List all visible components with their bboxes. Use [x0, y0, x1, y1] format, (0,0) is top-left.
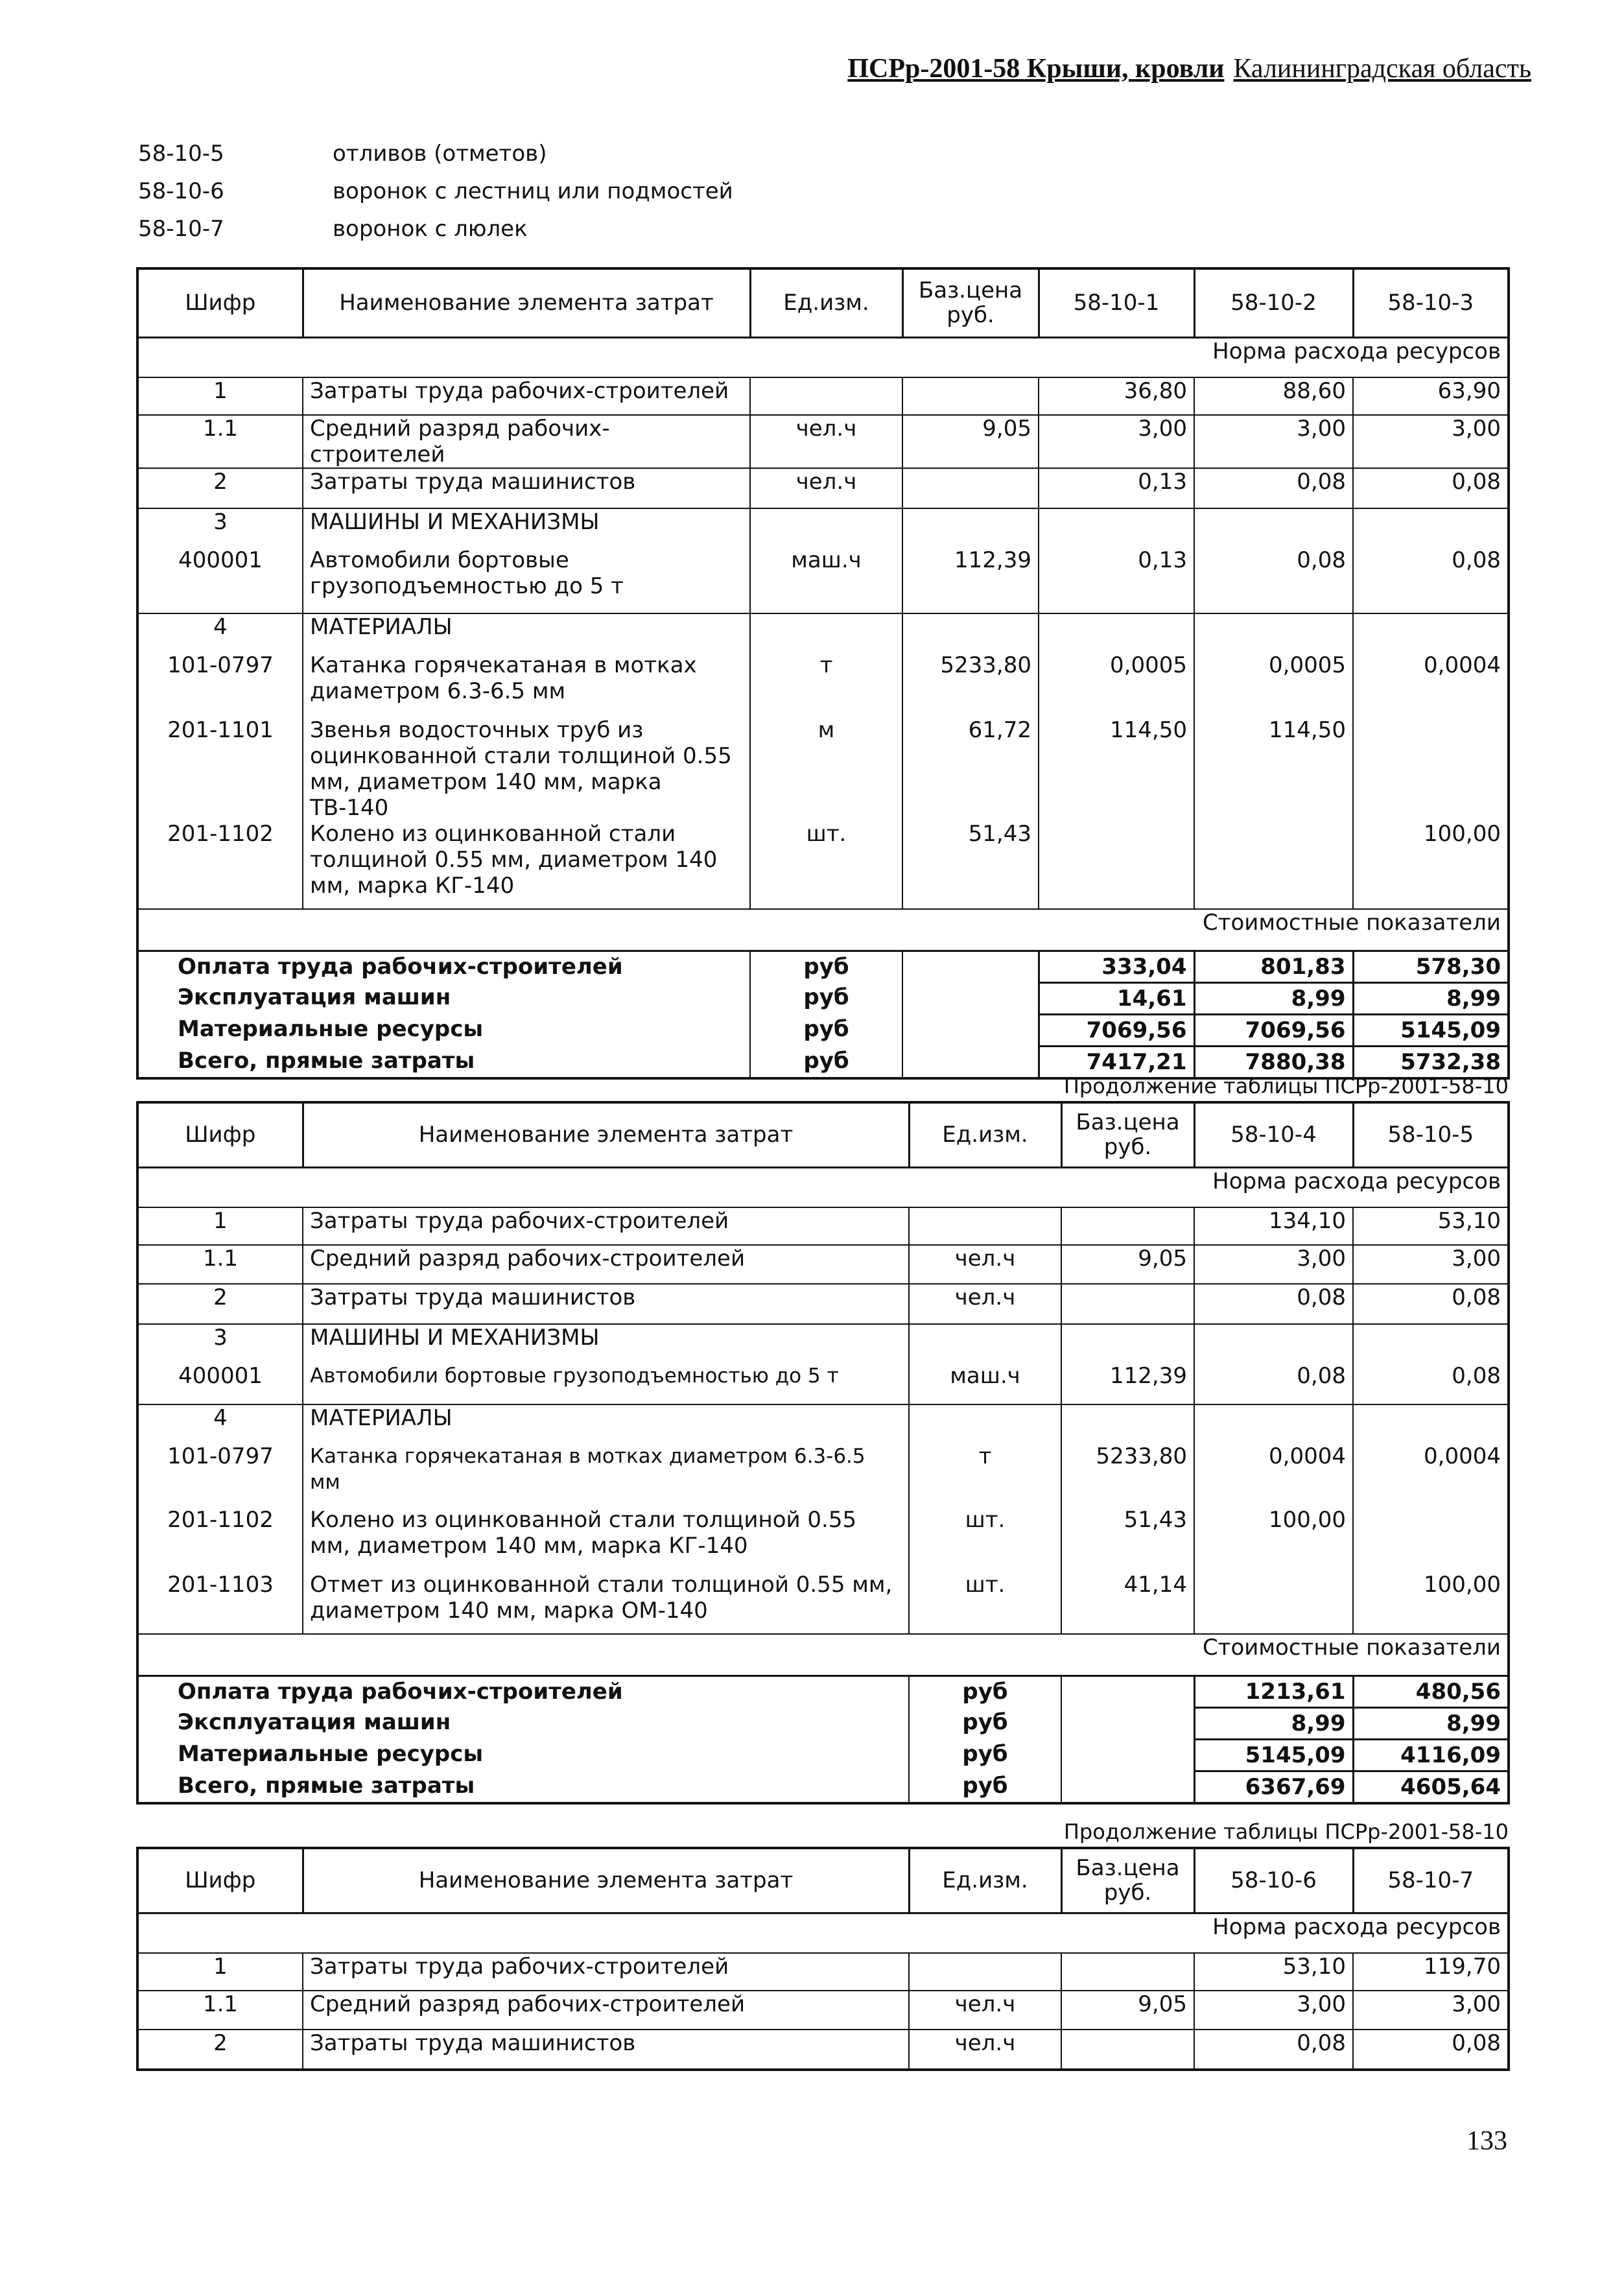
resource-table-1 [136, 267, 1510, 1080]
row-code: 101-0797 [137, 652, 303, 717]
cost-row [137, 1675, 1509, 1707]
col-header-code: 58-10-4 [1194, 1102, 1353, 1167]
row-value: 0,08 [1353, 468, 1509, 508]
norm-label: Норма расхода ресурсов [137, 337, 1509, 377]
row-price: 5233,80 [1061, 1443, 1194, 1507]
row-value: 0,13 [1039, 547, 1194, 613]
col-header-name: Наименование элемента затрат [303, 268, 750, 337]
intro-code: 58-10-5 [138, 141, 224, 167]
row-value: 53,10 [1194, 1953, 1353, 1991]
row-value: 0,0005 [1039, 652, 1194, 717]
row-unit: чел.ч [750, 468, 902, 508]
row-value: 0,08 [1194, 547, 1353, 613]
row-code: 400001 [137, 547, 303, 613]
row-value: 0,08 [1194, 468, 1353, 508]
cost-value: 7417,21 [1039, 1046, 1194, 1078]
row-name: Затраты труда рабочих-строителей [303, 1207, 909, 1245]
section-row [137, 1324, 1509, 1363]
row-code: 4 [137, 1404, 303, 1443]
row-code: 2 [137, 2030, 303, 2070]
table-row [137, 1245, 1509, 1284]
cost-unit: руб [750, 1046, 902, 1078]
cost-value: 8,99 [1353, 982, 1509, 1014]
cost-value: 14,61 [1039, 982, 1194, 1014]
row-name: Звенья водосточных труб из оцинкованной стали толщиной 0.55 мм, диаметром 140 мм, марка ТВ-140 [303, 717, 750, 821]
row-price: 112,39 [902, 547, 1039, 613]
cost-row [137, 1771, 1509, 1803]
row-name: Колено из оцинкованной стали толщиной 0.55 мм, диаметром 140 мм, марка КГ-140 [303, 1507, 909, 1572]
row-unit: маш.ч [909, 1363, 1061, 1404]
row-unit: чел.ч [909, 1991, 1061, 2030]
row-value: 0,0005 [1194, 652, 1353, 717]
cost-unit: руб [750, 951, 902, 982]
table-row [137, 415, 1509, 468]
col-header-code: 58-10-7 [1353, 1848, 1509, 1913]
col-header-unit: Ед.изм. [909, 1848, 1061, 1913]
cost-row-label: Оплата труда рабочих-строителей [137, 1675, 909, 1707]
cost-value: 1213,61 [1194, 1675, 1353, 1707]
row-value: 0,0004 [1353, 652, 1509, 717]
table-row [137, 468, 1509, 508]
norm-label: Норма расхода ресурсов [137, 1167, 1509, 1207]
row-value: 3,00 [1039, 415, 1194, 468]
col-header-name: Наименование элемента затрат [303, 1102, 909, 1167]
table-row [137, 1207, 1509, 1245]
row-name: Затраты труда машинистов [303, 2030, 909, 2070]
row-code: 1 [137, 1207, 303, 1245]
row-value: 119,70 [1353, 1953, 1509, 1991]
section-title: МАШИНЫ И МЕХАНИЗМЫ [303, 508, 750, 547]
table-row [137, 1572, 1509, 1634]
row-name: Затраты труда машинистов [303, 468, 750, 508]
intro-item [138, 172, 733, 210]
intro-text: отливов (отметов) [333, 141, 547, 167]
table-row [137, 1953, 1509, 1991]
row-value: 0,08 [1353, 547, 1509, 613]
row-value: 0,0004 [1353, 1443, 1509, 1507]
row-price: 112,39 [1061, 1363, 1194, 1404]
cost-unit: руб [750, 1014, 902, 1046]
cost-unit: руб [909, 1707, 1061, 1739]
row-price: 41,14 [1061, 1572, 1194, 1634]
cost-row-label: Эксплуатация машин [137, 1707, 909, 1739]
cost-value: 480,56 [1353, 1675, 1509, 1707]
col-header-cipher: Шифр [137, 268, 303, 337]
row-name: Средний разряд рабочих-строителей [303, 1991, 909, 2030]
col-header-code: 58-10-6 [1194, 1848, 1353, 1913]
table-row [137, 652, 1509, 717]
table-row [137, 821, 1509, 909]
row-value: 0,08 [1353, 1363, 1509, 1404]
row-code: 1.1 [137, 415, 303, 468]
row-value: 134,10 [1194, 1207, 1353, 1245]
table-row [137, 377, 1509, 415]
row-value: 0,13 [1039, 468, 1194, 508]
intro-code: 58-10-7 [138, 216, 224, 242]
table-row [137, 547, 1509, 613]
row-price: 9,05 [1061, 1991, 1194, 2030]
col-header-price: Баз.цена руб. [1061, 1102, 1194, 1167]
row-code: 4 [137, 613, 303, 652]
resource-table-2 [136, 1101, 1510, 1805]
row-code: 201-1102 [137, 821, 303, 909]
region-name: Калининградская область [1233, 54, 1531, 84]
col-header-code: 58-10-2 [1194, 268, 1353, 337]
table-row [137, 1507, 1509, 1572]
row-code: 201-1101 [137, 717, 303, 821]
section-title: МАТЕРИАЛЫ [303, 613, 750, 652]
table-row [137, 2030, 1509, 2070]
section-title: МАШИНЫ И МЕХАНИЗМЫ [303, 1324, 909, 1363]
row-price: 9,05 [1061, 1245, 1194, 1284]
cost-row [137, 1739, 1509, 1771]
row-price [902, 468, 1039, 508]
cost-value: 8,99 [1353, 1707, 1509, 1739]
intro-item [138, 210, 733, 248]
table-row [137, 1363, 1509, 1404]
row-code: 3 [137, 508, 303, 547]
cost-value: 8,99 [1194, 982, 1353, 1014]
row-value [1039, 821, 1194, 909]
cost-value: 801,83 [1194, 951, 1353, 982]
row-price [1061, 1207, 1194, 1245]
row-unit [909, 1953, 1061, 1991]
row-value: 0,08 [1194, 2030, 1353, 2070]
cost-unit: руб [909, 1771, 1061, 1803]
row-value: 100,00 [1353, 821, 1509, 909]
col-header-cipher: Шифр [137, 1848, 303, 1913]
row-code: 201-1102 [137, 1507, 303, 1572]
row-code: 1.1 [137, 1245, 303, 1284]
row-value: 36,80 [1039, 377, 1194, 415]
col-header-price: Баз.цена руб. [1061, 1848, 1194, 1913]
table-row [137, 1443, 1509, 1507]
cost-value: 5732,38 [1353, 1046, 1509, 1078]
row-unit [750, 377, 902, 415]
row-value: 63,90 [1353, 377, 1509, 415]
row-value [1353, 717, 1509, 821]
cost-row [137, 982, 1509, 1014]
row-code: 2 [137, 1284, 303, 1324]
row-price: 51,43 [1061, 1507, 1194, 1572]
row-value: 100,00 [1194, 1507, 1353, 1572]
col-header-name: Наименование элемента затрат [303, 1848, 909, 1913]
row-code: 1 [137, 377, 303, 415]
row-value: 3,00 [1353, 1991, 1509, 2030]
row-name: Катанка горячекатаная в мотках диаметром 6.3-6.5 мм [303, 652, 750, 717]
row-price [1061, 1953, 1194, 1991]
row-unit [909, 1207, 1061, 1245]
row-unit: м [750, 717, 902, 821]
row-name: Отмет из оцинкованной стали толщиной 0.55 мм, диаметром 140 мм, марка ОМ-140 [303, 1572, 909, 1634]
col-header-unit: Ед.изм. [750, 268, 902, 337]
page-header [847, 53, 1531, 84]
row-name: Колено из оцинкованной стали толщиной 0.55 мм, диаметром 140 мм, марка КГ-140 [303, 821, 750, 909]
row-code: 2 [137, 468, 303, 508]
row-value: 100,00 [1353, 1572, 1509, 1634]
section-row [137, 613, 1509, 652]
row-price: 9,05 [902, 415, 1039, 468]
row-name: Затраты труда рабочих-строителей [303, 377, 750, 415]
row-unit: чел.ч [909, 1284, 1061, 1324]
table-row [137, 717, 1509, 821]
row-value: 3,00 [1353, 1245, 1509, 1284]
row-value: 3,00 [1353, 415, 1509, 468]
col-header-code: 58-10-1 [1039, 268, 1194, 337]
cost-row-label: Эксплуатация машин [137, 982, 750, 1014]
intro-text: воронок с лестниц или подмостей [333, 178, 733, 204]
row-name: Катанка горячекатаная в мотках диаметром 6.3-6.5 мм [303, 1443, 909, 1507]
cost-value: 5145,09 [1353, 1014, 1509, 1046]
intro-item [138, 135, 733, 172]
continuation-label: Продолжение таблицы ПСРр-2001-58-10 [1063, 1819, 1509, 1844]
col-header-code: 58-10-3 [1353, 268, 1509, 337]
continuation-label: Продолжение таблицы ПСРр-2001-58-10 [1063, 1074, 1509, 1098]
row-unit: чел.ч [909, 2030, 1061, 2070]
row-unit: чел.ч [750, 415, 902, 468]
page-number: 133 [1466, 2126, 1507, 2156]
col-header-code: 58-10-5 [1353, 1102, 1509, 1167]
cost-row [137, 1707, 1509, 1739]
row-unit: т [909, 1443, 1061, 1507]
row-unit: чел.ч [909, 1245, 1061, 1284]
row-unit: т [750, 652, 902, 717]
row-value [1353, 1507, 1509, 1572]
row-unit: маш.ч [750, 547, 902, 613]
cost-value: 6367,69 [1194, 1771, 1353, 1803]
col-header-price: Баз.цена руб. [902, 268, 1039, 337]
row-code: 400001 [137, 1363, 303, 1404]
cost-value: 578,30 [1353, 951, 1509, 982]
table-row [137, 1284, 1509, 1324]
cost-value: 8,99 [1194, 1707, 1353, 1739]
row-value [1194, 1572, 1353, 1634]
row-code: 3 [137, 1324, 303, 1363]
cost-label: Стоимостные показатели [137, 909, 1509, 951]
cost-value: 4116,09 [1353, 1739, 1509, 1771]
cost-row-label: Материальные ресурсы [137, 1739, 909, 1771]
col-header-cipher: Шифр [137, 1102, 303, 1167]
document-code-title: ПСРр-2001-58 Крыши, кровли [847, 54, 1225, 84]
cost-value: 7880,38 [1194, 1046, 1353, 1078]
row-price [1061, 2030, 1194, 2070]
row-unit: шт. [750, 821, 902, 909]
row-name: Автомобили бортовые грузоподъемностью до 5 т [303, 1363, 909, 1404]
cost-unit: руб [909, 1675, 1061, 1707]
row-price [1061, 1284, 1194, 1324]
row-price [902, 377, 1039, 415]
row-value: 114,50 [1039, 717, 1194, 821]
cost-value: 7069,56 [1194, 1014, 1353, 1046]
row-value: 3,00 [1194, 1991, 1353, 2030]
row-value: 0,08 [1353, 2030, 1509, 2070]
cost-row-label: Оплата труда рабочих-строителей [137, 951, 750, 982]
cost-value: 4605,64 [1353, 1771, 1509, 1803]
row-price: 51,43 [902, 821, 1039, 909]
row-name: Автомобили бортовые грузоподъемностью до 5 т [303, 547, 750, 613]
row-name: Средний разряд рабочих-строителей [303, 415, 750, 468]
cost-value: 7069,56 [1039, 1014, 1194, 1046]
row-code: 101-0797 [137, 1443, 303, 1507]
row-code: 1.1 [137, 1991, 303, 2030]
cost-row [137, 951, 1509, 982]
cost-row-label: Всего, прямые затраты [137, 1046, 750, 1078]
row-value [1194, 821, 1353, 909]
section-row [137, 1404, 1509, 1443]
cost-value: 5145,09 [1194, 1739, 1353, 1771]
row-price: 5233,80 [902, 652, 1039, 717]
row-value: 0,08 [1194, 1363, 1353, 1404]
row-value: 114,50 [1194, 717, 1353, 821]
section-row [137, 508, 1509, 547]
row-value: 0,0004 [1194, 1443, 1353, 1507]
cost-value: 333,04 [1039, 951, 1194, 982]
cost-unit: руб [909, 1739, 1061, 1771]
intro-list [138, 135, 733, 248]
intro-code: 58-10-6 [138, 178, 224, 204]
cost-row [137, 1014, 1509, 1046]
row-code: 1 [137, 1953, 303, 1991]
row-value: 53,10 [1353, 1207, 1509, 1245]
row-value: 88,60 [1194, 377, 1353, 415]
cost-row-label: Материальные ресурсы [137, 1014, 750, 1046]
cost-row-label: Всего, прямые затраты [137, 1771, 909, 1803]
norm-label: Норма расхода ресурсов [137, 1913, 1509, 1953]
cost-unit: руб [750, 982, 902, 1014]
row-unit: шт. [909, 1572, 1061, 1634]
row-name: Затраты труда машинистов [303, 1284, 909, 1324]
row-name: Средний разряд рабочих-строителей [303, 1245, 909, 1284]
row-unit: шт. [909, 1507, 1061, 1572]
intro-text: воронок с люлек [333, 216, 528, 242]
row-price: 61,72 [902, 717, 1039, 821]
col-header-unit: Ед.изм. [909, 1102, 1061, 1167]
row-value: 3,00 [1194, 1245, 1353, 1284]
row-code: 201-1103 [137, 1572, 303, 1634]
row-value: 0,08 [1194, 1284, 1353, 1324]
table-row [137, 1991, 1509, 2030]
row-name: Затраты труда рабочих-строителей [303, 1953, 909, 1991]
row-value: 3,00 [1194, 415, 1353, 468]
cost-label: Стоимостные показатели [137, 1634, 1509, 1675]
section-title: МАТЕРИАЛЫ [303, 1404, 909, 1443]
row-value: 0,08 [1353, 1284, 1509, 1324]
resource-table-3 [136, 1847, 1510, 2071]
